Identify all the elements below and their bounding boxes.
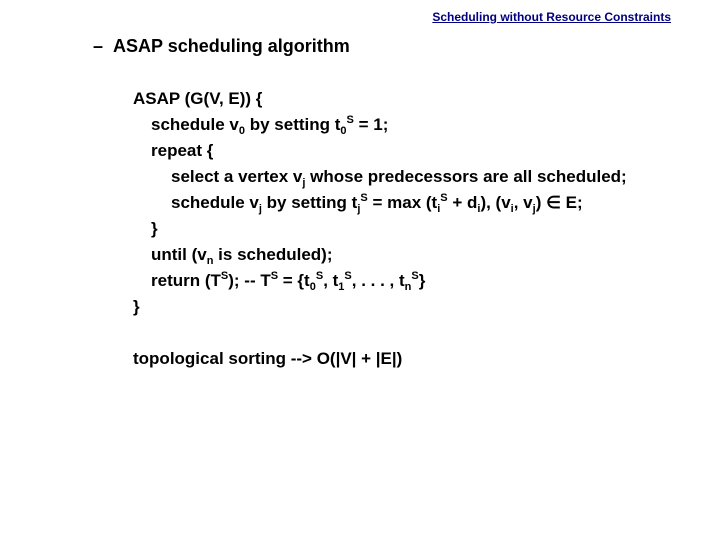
superscript: S	[411, 270, 419, 282]
subscript: n	[404, 281, 412, 293]
bullet-text: ASAP scheduling algorithm	[113, 36, 350, 56]
text: until (v	[151, 245, 207, 264]
subscript: i	[437, 203, 441, 215]
bullet-dash: –	[93, 36, 104, 56]
superscript: S	[360, 192, 368, 204]
code-line-6: }	[151, 219, 158, 238]
text: }	[418, 271, 426, 290]
subscript: i	[510, 203, 514, 215]
code-line-1: ASAP (G(V, E)) {	[133, 89, 263, 108]
text: , t	[323, 271, 339, 290]
text: ), (v	[480, 193, 511, 212]
complexity-note: topological sorting --> O(|V| + |E|)	[133, 349, 403, 368]
superscript: S	[440, 192, 448, 204]
text: = 1;	[353, 115, 389, 134]
text: is scheduled);	[213, 245, 333, 264]
superscript: S	[270, 270, 279, 282]
subscript: n	[206, 255, 214, 267]
text: , v	[513, 193, 533, 212]
subscript: j	[532, 203, 536, 215]
subscript: j	[302, 177, 306, 189]
subscript: 0	[340, 125, 347, 137]
subscript: 1	[338, 281, 345, 293]
text: + d	[447, 193, 478, 212]
text: schedule v	[151, 115, 239, 134]
superscript: S	[315, 270, 324, 282]
text: E;	[560, 193, 583, 212]
code-line-2	[151, 115, 388, 135]
superscript: S	[346, 114, 354, 126]
text: , . . . , t	[351, 271, 405, 290]
subscript: j	[258, 203, 262, 215]
text: ); -- T	[228, 271, 271, 290]
code-line-8	[151, 271, 425, 291]
code-line-4	[171, 167, 627, 187]
element-of-symbol: ∈	[546, 193, 561, 212]
text: by setting t	[261, 193, 358, 212]
text: by setting t	[245, 115, 341, 134]
code-line-7	[151, 245, 332, 265]
subscript: j	[357, 203, 361, 215]
code-line-3: repeat {	[151, 141, 214, 160]
text: whose predecessors are all scheduled;	[305, 167, 627, 186]
bullet-heading	[93, 36, 350, 57]
text: return (T	[151, 271, 221, 290]
slide-header: Scheduling without Resource Constraints	[432, 10, 671, 24]
text: schedule v	[171, 193, 259, 212]
text: )	[535, 193, 547, 212]
subscript: 0	[309, 281, 316, 293]
text: = {t	[278, 271, 310, 290]
text: select a vertex v	[171, 167, 303, 186]
code-line-5	[171, 193, 583, 213]
subscript: i	[477, 203, 481, 215]
superscript: S	[344, 270, 352, 282]
text: = max (t	[367, 193, 438, 212]
subscript: 0	[238, 125, 245, 137]
code-line-9: }	[133, 297, 140, 316]
superscript: S	[220, 270, 229, 282]
